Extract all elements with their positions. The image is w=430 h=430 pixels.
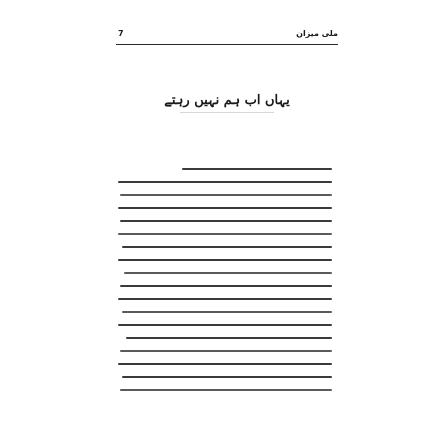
handwritten-line <box>120 350 332 352</box>
handwritten-line <box>122 376 332 378</box>
handwritten-line <box>120 389 332 391</box>
handwritten-line <box>124 272 332 274</box>
handwritten-line <box>118 298 332 300</box>
handwritten-line <box>118 324 332 326</box>
article-title: یہاں اب ہم نہیں رہتے <box>164 93 290 108</box>
handwritten-line <box>126 337 332 339</box>
page-number: 7 <box>118 29 124 38</box>
handwritten-line <box>120 220 332 222</box>
running-head: ملی میزان <box>296 29 338 38</box>
title-divider <box>180 112 274 113</box>
handwritten-line <box>120 285 332 287</box>
handwritten-line <box>118 207 332 209</box>
handwritten-line <box>118 259 332 261</box>
handwritten-line <box>182 168 332 170</box>
handwritten-line <box>120 194 332 196</box>
page-header <box>116 28 338 45</box>
handwritten-line <box>118 363 332 365</box>
handwritten-line <box>118 181 332 183</box>
handwritten-line <box>122 246 332 248</box>
handwritten-line <box>122 311 332 313</box>
handwritten-body <box>116 168 332 404</box>
handwritten-line <box>118 233 332 235</box>
